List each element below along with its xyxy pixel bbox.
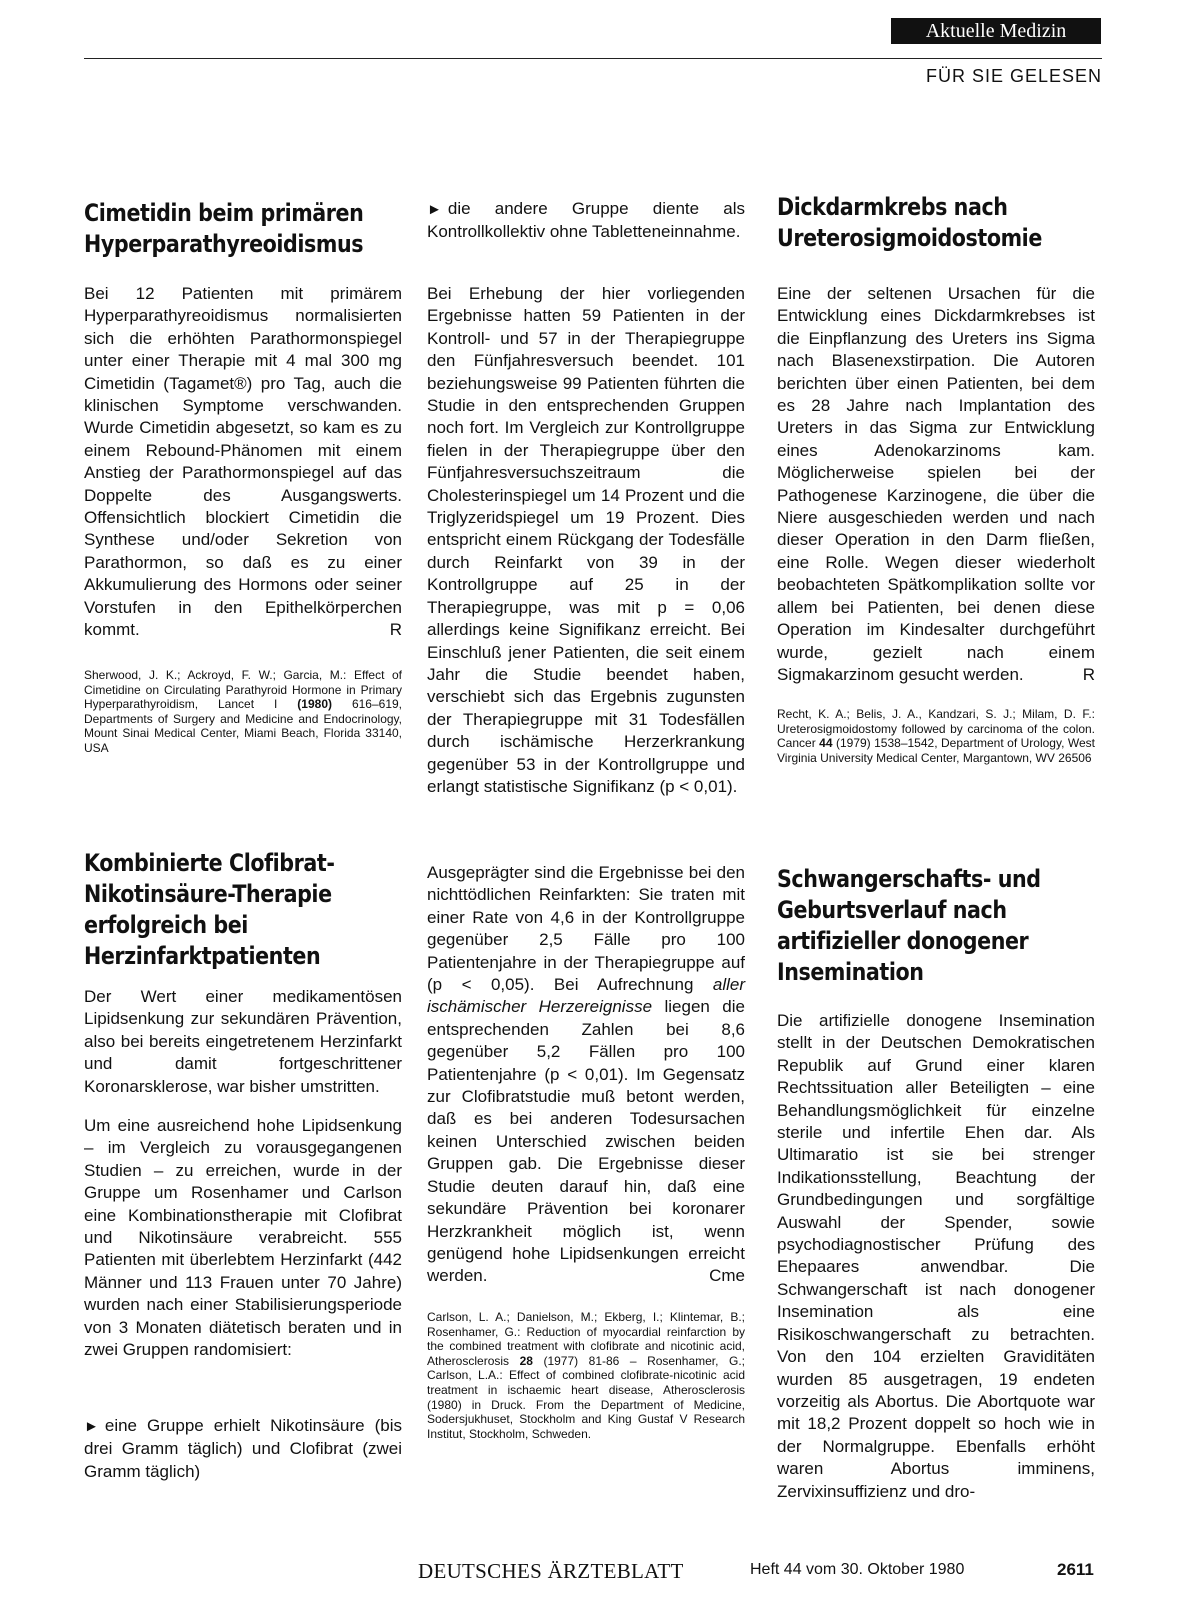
article-paragraph: Um eine ausreichend hohe Lipidsenkung – im Vergleich zu vorausgegangenen Studien – zu erreichen, wurde in der Gruppe um Rosenhamer und Carlson eine Kombinationstherapie mit Clofibrat und Nikotinsäure verabreicht. 555 Patienten mit überlebtem Herzinfarkt (442 Männer und 113 Frauen unter 70 Jahre) wurden nach einer Stabilisierungsperiode von 3 Monaten diätetisch beraten und in zwei Gruppen randomisiert: [84,1116,402,1360]
article-cimetidin-title-block [84,198,402,260]
article-body: Bei 12 Patienten mit primärem Hyperparathyreoidismus normalisierten sich die erhöhten Parathormonspiegel unter einer Therapie mit 4 mal 300 mg Cimetidin (Tagamet®) pro Tag, auch die klinischen Symptome verschwanden. Wurde Cimetidin abgesetzt, so kam es zu einem Rebound-Phänomen mit einem Anstieg der Parathormonspiegel auf das Doppelte des Ausgangswerts. Offensichtlich blockiert Cimetidin die Synthese und/oder Sekretion von Parathormon, so daß es zu einer Akkumulierung des Hormons oder seiner Vorstufen in den Epithelkörperchen kommt. R [84,283,402,642]
article-title: Kombinierte Clofibrat-Nikotinsäure-Therapie erfolgreich bei Herzinfarktpatienten [84,849,335,970]
article-clofibrat-reference [427,1310,745,1441]
reference-text: Carlson, L. A.; Danielson, M.; Ekberg, I.; Klintemar, B.; Rosenhamer, G.: Reduction of myocardial reinfarction by the combined treatment with clofibrate and nicotinic acid, Atherosclerosis 28 (1977) 81-86 – Rosenhamer, G.; Carlson, L.A.: Effect of combined clofibrate-nicotinic acid treatment in ischaemic heart disease, Atherosclerosis (1980) in Druck. From the Department of Medicine, Sodersjukhuset, Stockholm and King Gustaf V Research Institut, Stockholm, Schweden. [427,1310,745,1441]
article-clofibrat-results [427,283,745,798]
article-title: Schwangerschafts- und Geburtsverlauf nach artifizieller donogener Insemination [777,865,1041,986]
page-footer [0,1559,1178,1583]
article-clofibrat-discussion [427,862,745,1288]
section-badge: Aktuelle Medizin [891,18,1101,44]
article-body: Eine der seltenen Ursachen für die Entwicklung eines Dickdarmkrebses ist die Einpflanzung des Ureters ins Sigma nach Blasenexstirpation. Die Autoren berichten über einen Patienten, bei dem es 28 Jahre nach Implantation des Ureters in das Sigma zur Entwicklung eines Adenokarzinoms kam. Möglicherweise spielen bei der Pathogenese Karzinogene, die über die Niere ausgeschieden werden und nach dieser Operation in den Darm fließen, eine Rolle. Wegen dieser wiederholt beobachteten Spätkomplikation sollte vor allem bei Patienten, bei denen diese Operation im Kindesalter durchgeführt wurde, gezielt nach einem Sigmakarzinom gesucht werden. R [777,283,1095,686]
author-initials: R [389,620,402,640]
article-title: Dickdarmkrebs nach Ureterosigmoidostomie [777,193,1042,252]
article-cimetidin-reference [84,668,402,756]
article-dickdarmkrebs-reference [777,707,1095,765]
section-title: FÜR SIE GELESEN [925,66,1102,86]
article-title: Cimetidin beim primären Hyperparathyreoidismus [84,199,364,258]
article-paragraph: Bei Erhebung der hier vorliegenden Ergebnisse hatten 59 Patienten in der Kontroll- und 57 in der Therapiegruppe den Fünfjahresversuch beendet. 101 beziehungsweise 99 Patienten führten die Studie in den entsprechenden Gruppen noch fort. Im Vergleich zur Kontrollgruppe fielen in der Therapiegruppe über den Fünfjahresversuchszeitraum die Cholesterinspiegel um 14 Prozent und die Triglyzeridspiegel um 19 Prozent. Dies entspricht einem Rückgang der Todesfälle durch Reinfarkt von 39 in der Kontrollgruppe auf 25 in der Therapiegruppe, was mit p = 0,06 allerdings keine Signifikanz erreicht. Bei Einschluß jener Patienten, die seit einem Jahr die Studie beendet haben, verschiebt sich das Ergebnis zugunsten der Therapiegruppe mit 31 Todesfällen durch ischämische Herzerkrankung gegenüber 53 in der Kontrollgruppe und erlangt statistische Signifikanz (p < 0,01). [427,284,745,796]
article-insemination-body-block [777,1010,1095,1503]
list-item: ► eine Gruppe erhielt Nikotinsäure (bis drei Gramm täglich) und Clofibrat (zwei Gramm täglich) [84,1416,402,1481]
article-clofibrat-methods [84,1115,402,1361]
article-paragraph: Ausgeprägter sind die Ergebnisse bei den nichttödlichen Reinfarkten: Sie traten mit einer Rate von 4,6 in der Kontrollgruppe gegenüber 2,5 Fälle pro 100 Patientenjahre in der Therapiegruppe auf (p < 0,05). Bei Aufrechnung aller ischämischer Herzereignisse liegen die entsprechenden Zahlen bei 8,6 gegenüber 5,2 Fällen pro 100 Patientenjahre (p < 0,01). Im Gegensatz zur Clofibratstudie muß betont werden, daß es bei anderen Todesursachen keinen Unterschied zwischen beiden Gruppen gab. Die Ergebnisse dieser Studie deuten darauf hin, daß eine sekundäre Prävention bei koronarer Herzkrankheit möglich ist, wenn genügend hohe Lipidsenkungen erreicht werden. Cme [427,862,745,1288]
article-clofibrat-bullet-1 [84,1415,402,1483]
article-paragraph: Der Wert einer medikamentösen Lipidsenkung zur sekundären Prävention, also bei bereits eingetretenem Herzinfarkt und damit fortgeschrittener Koronarsklerose, war bisher umstritten. [84,987,402,1096]
article-body: Die artifizielle donogene Insemination stellt in der Deutschen Demokratischen Republik auf Grund einer klaren Rechtssituation aller Beteiligten – eine Behandlungsmöglichkeit für einzelne sterile und infertile Ehen dar. Als Ultimaratio ist sie bei strenger Indikationsstellung, Beachtung der Grundbedingungen und sorgfältige Auswahl der Spender, sowie psychodiagnostischer Prüfung des Ehepaares anwendbar. Die Schwangerschaft ist nach donogener Insemination als eine Risikoschwangerschaft zu betrachten. Von den 104 erzielten Graviditäten wurden 85 ausgetragen, 19 endeten vorzeitig als Abortus. Die Abortquote war mit 18,2 Prozent doppelt so hoch wie in der Normalgruppe. Ebenfalls erhöht waren Abortus imminens, Zervixinsuffizienz und dro- [777,1011,1095,1501]
journal-name: DEUTSCHES ÄRZTEBLATT [418,1559,684,1583]
triangle-bullet-icon: ► [84,1418,99,1435]
author-initials: Cme [709,1266,745,1286]
article-dickdarmkrebs-title-block [777,192,1095,254]
triangle-bullet-icon: ► [427,201,442,218]
article-clofibrat-title-block [84,848,402,972]
article-clofibrat-intro [84,986,402,1098]
article-cimetidin-body-block [84,283,402,642]
reference-text: Sherwood, J. K.; Ackroyd, F. W.; Garcia, M.: Effect of Cimetidine on Circulating Parathyroid Hormone in Primary Hyperparathyroidism, Lancet I (1980) 616–619, Departments of Surgery and Medicine and Endocrinology, Mount Sinai Medical Center, Miami Beach, Florida 33140, USA [84,668,402,755]
article-dickdarmkrebs-body-block [777,283,1095,686]
list-item: ► die andere Gruppe diente als Kontrollkollektiv ohne Tabletteneinnahme. [427,199,745,242]
header-rule [84,58,1102,59]
issue-info: Heft 44 vom 30. Oktober 1980 [750,1561,965,1578]
author-initials: R [1082,664,1095,684]
article-clofibrat-bullet-2 [427,198,745,244]
article-insemination-title-block [777,864,1095,988]
page-number: 2611 [1057,1560,1094,1579]
reference-text: Recht, K. A.; Belis, J. A., Kandzari, S. J.; Milam, D. F.: Ureterosigmoidostomy followed by carcinoma of the colon. Cancer 44 (1979) 1538–1542, Department of Urology, West Virginia University Medical Center, Margantown, WV 26506 [777,707,1095,765]
